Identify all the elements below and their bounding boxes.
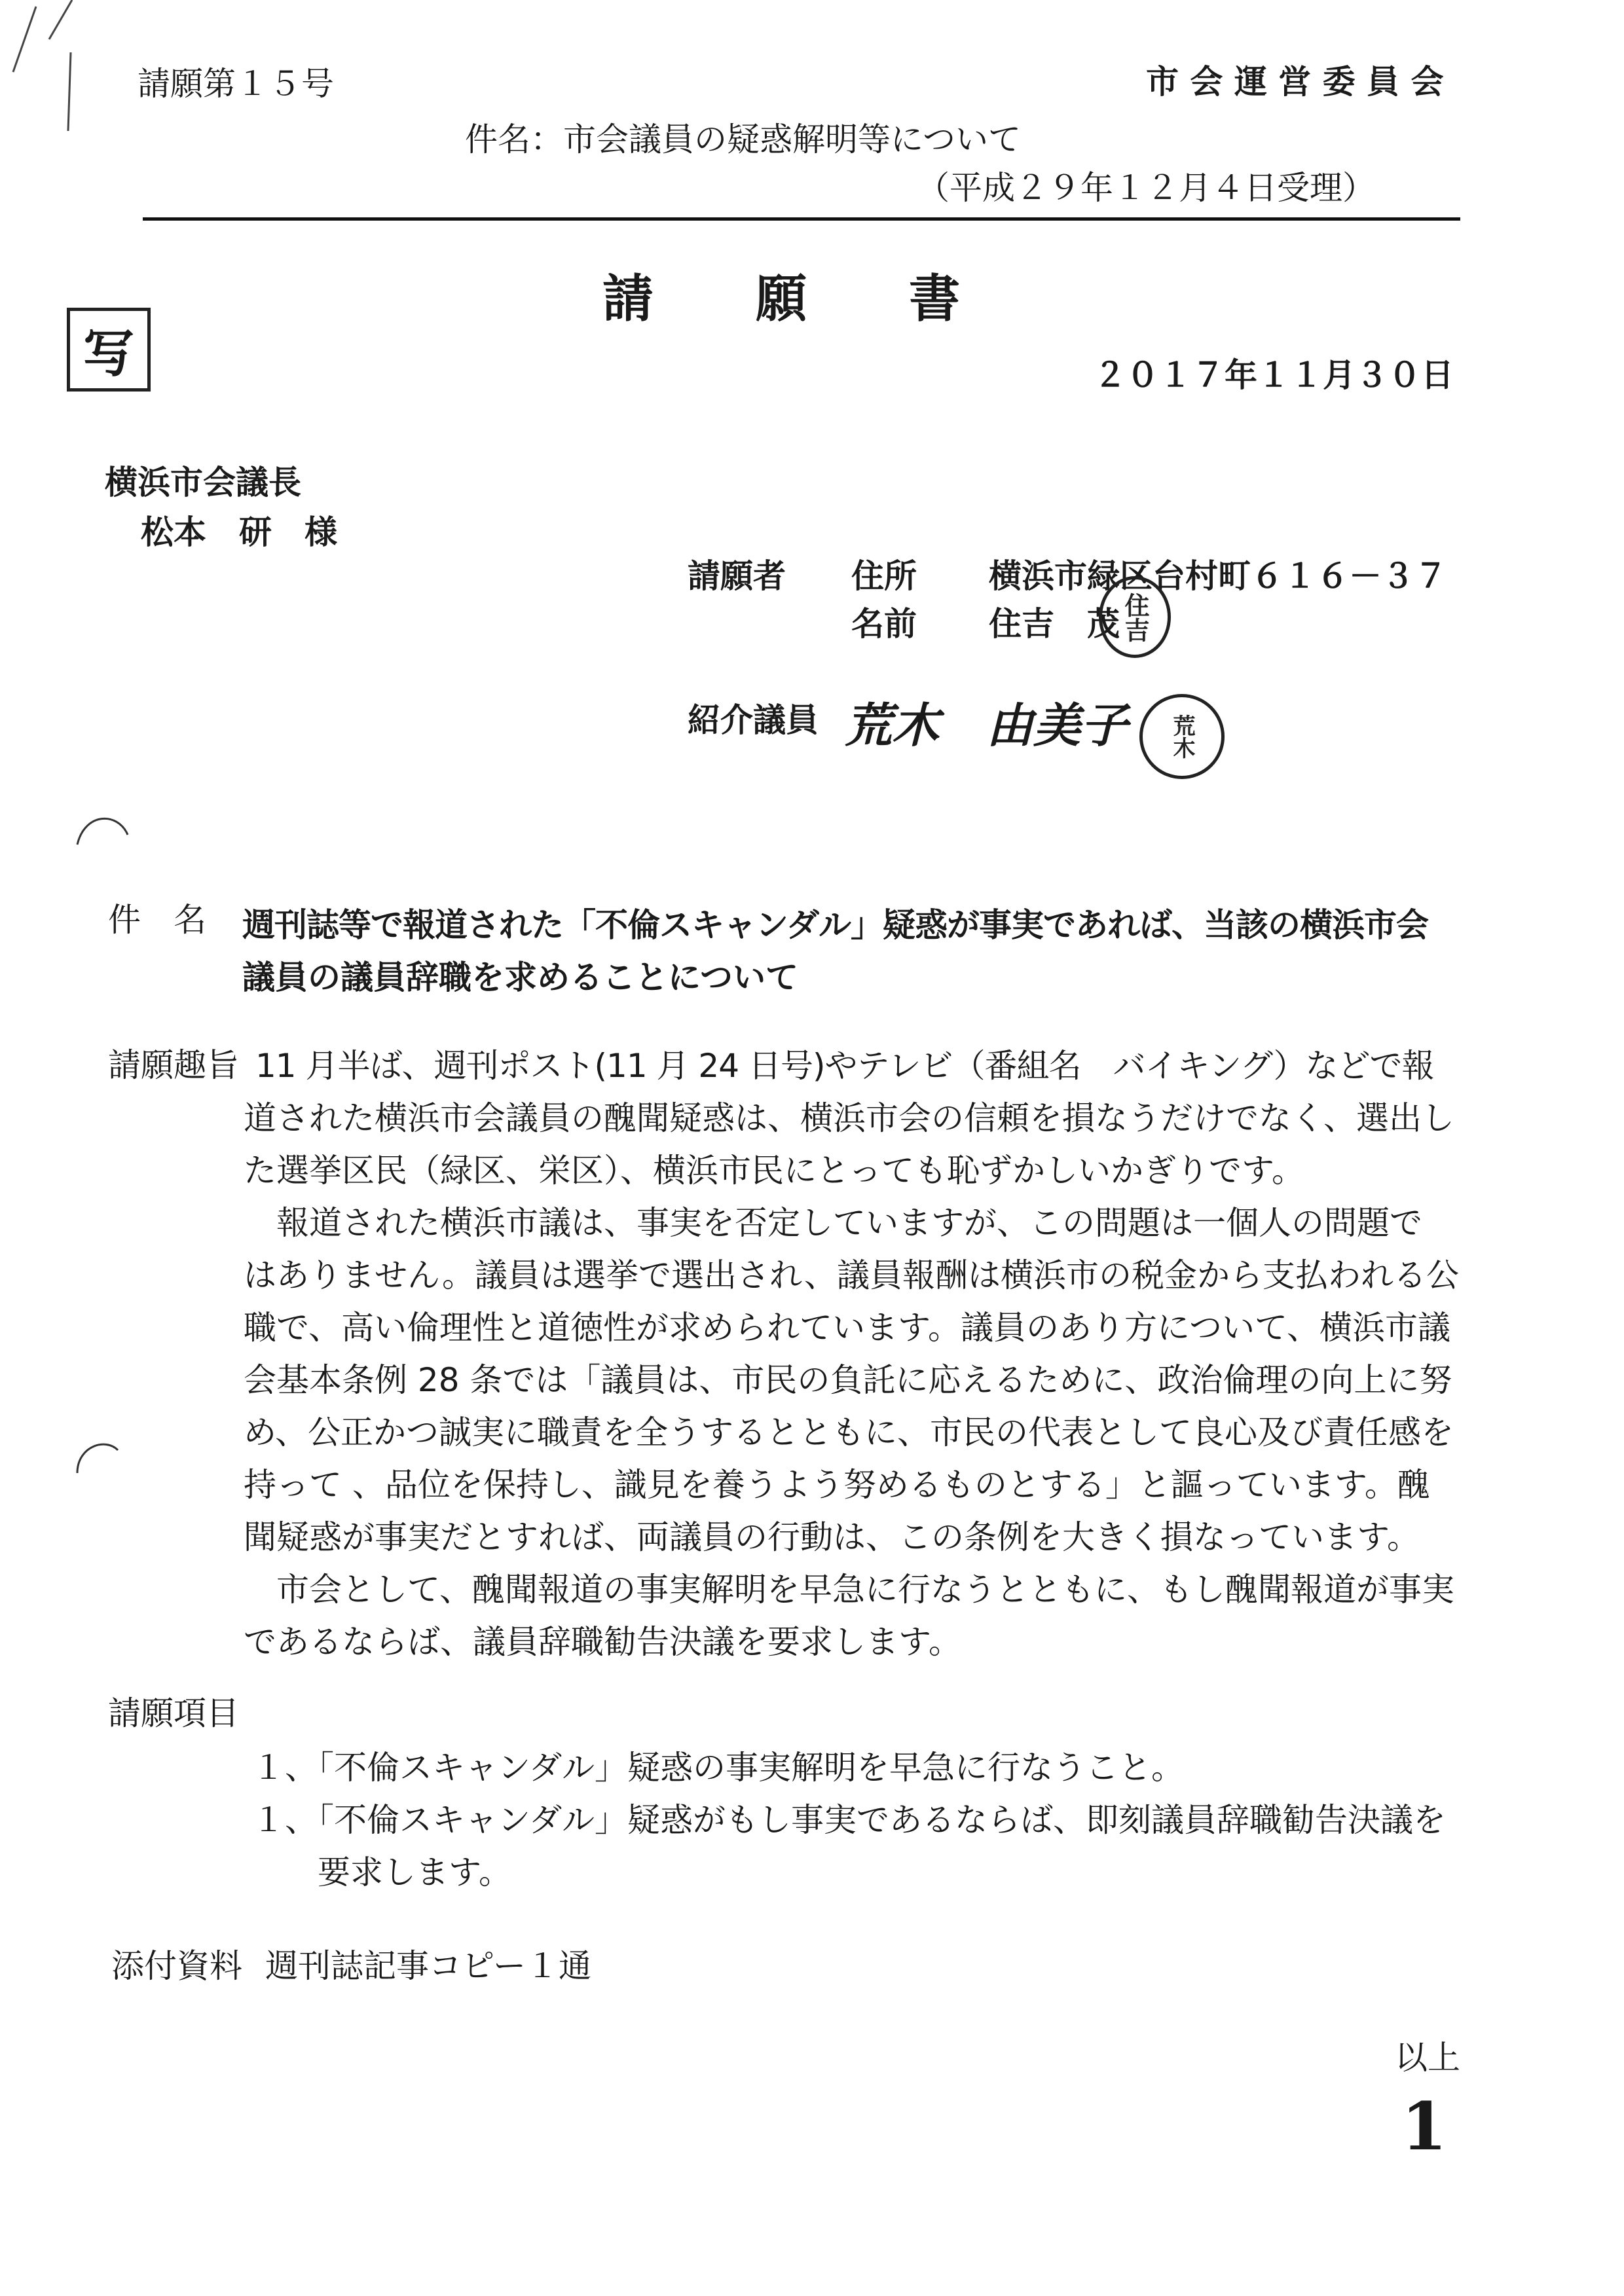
purpose-line: 聞疑惑が事実だとすれば、両議員の行動は、この条例を大きく損なっています。 [244, 1518, 1420, 1556]
introducer-signature: 荒木 由美子 [845, 697, 1128, 753]
page-number: 1 [1401, 2088, 1447, 2165]
purpose-first-line: 11 月半ば、週刊ポスト(11 月 24 日号)やテレビ（番組名 バイキング）などで報 [255, 1047, 1434, 1085]
petitioner-name: 住吉 茂 [989, 605, 1120, 643]
attachment-value: 週刊誌記事コピー１通 [265, 1947, 591, 1985]
scan-corner-marks [0, 0, 131, 170]
document-date: ２０１７年１１月３０日 [1094, 356, 1454, 394]
item-entry: １、「不倫スキャンダル」疑惑がもし事実であるならば、即刻議員辞職勧告決議を [252, 1801, 1446, 1839]
purpose-label: 請願趣旨 [108, 1046, 239, 1084]
item-entry: １、「不倫スキャンダル」疑惑の事実解明を早急に行なうこと。 [252, 1749, 1184, 1787]
purpose-line: た選挙区民（緑区、栄区）、横浜市民にとっても恥ずかしいかぎりです。 [244, 1152, 1304, 1190]
closing-text: 以上 [1395, 2039, 1460, 2077]
purpose-line: め、公正かつ誠実に職責を全うするとともに、市民の代表として良心及び責任感を [244, 1413, 1454, 1451]
petition-number: 請願第１５号 [138, 65, 334, 103]
punch-hole-mark-bottom [65, 1430, 144, 1483]
introducer-label: 紹介議員 [688, 701, 819, 739]
attachment-label: 添付資料 [111, 1947, 242, 1985]
committee-name: 市 会 運 営 委 員 会 [1146, 63, 1444, 101]
subject-line-1: 週刊誌等で報道された「不倫スキャンダル」疑惑が事実であれば、当該の横浜市会 [242, 906, 1428, 944]
petitioner-seal-text: 住吉 [1120, 592, 1149, 642]
purpose-line: 職で、高い倫理性と道徳性が求められています。議員のあり方について、横浜市議 [244, 1309, 1450, 1347]
petitioner-label: 請願者 [688, 557, 786, 595]
subject-header: 件名：市会議員の疑惑解明等について [465, 120, 1021, 158]
received-date: （平成２９年１２月４日受理） [917, 169, 1375, 207]
purpose-body [244, 1092, 1459, 1668]
petitioner-seal [1099, 576, 1171, 658]
copy-stamp-text: 写 [83, 324, 134, 384]
item-entry: 要求します。 [252, 1853, 511, 1891]
introducer-seal [1139, 694, 1225, 779]
header-rule [143, 217, 1460, 221]
purpose-line: 会基本条例 28 条では「議員は、市民の負託に応えるために、政治倫理の向上に努 [244, 1361, 1452, 1399]
address-label: 住所 [851, 557, 917, 595]
introducer-seal-text: 荒木 [1169, 714, 1195, 759]
addressee-org: 横浜市会議長 [105, 464, 301, 501]
purpose-line: 報道された横浜市議は、事実を否定していますが、この問題は一個人の問題で [244, 1204, 1422, 1242]
document-title: 請 願 書 [602, 270, 961, 329]
copy-stamp [67, 308, 151, 392]
subject-text [242, 899, 1428, 1004]
addressee-name: 松本 研 様 [141, 513, 337, 551]
purpose-line: 市会として、醜聞報道の事実解明を早急に行なうとともに、もし醜聞報道が事実 [244, 1571, 1454, 1609]
purpose-line: はありません。議員は選挙で選出され、議員報酬は横浜市の税金から支払われる公 [244, 1256, 1459, 1294]
petitioner-address: 横浜市緑区台村町６１６－３７ [989, 557, 1447, 595]
items-list [252, 1741, 1446, 1899]
purpose-line: であるならば、議員辞職勧告決議を要求します。 [244, 1623, 961, 1661]
subject-line-2: 議員の議員辞職を求めることについて [242, 958, 798, 996]
items-label: 請願項目 [108, 1694, 239, 1732]
name-label: 名前 [851, 605, 917, 643]
purpose-line: 持って 、品位を保持し、識見を養うよう努めるものとする」と謳っています。醜 [244, 1466, 1430, 1504]
subject-label: 件 名 [108, 901, 206, 939]
punch-hole-mark-top [65, 805, 144, 858]
purpose-line: 道された横浜市会議員の醜聞疑惑は、横浜市会の信頼を損なうだけでなく、選出し [244, 1099, 1454, 1137]
